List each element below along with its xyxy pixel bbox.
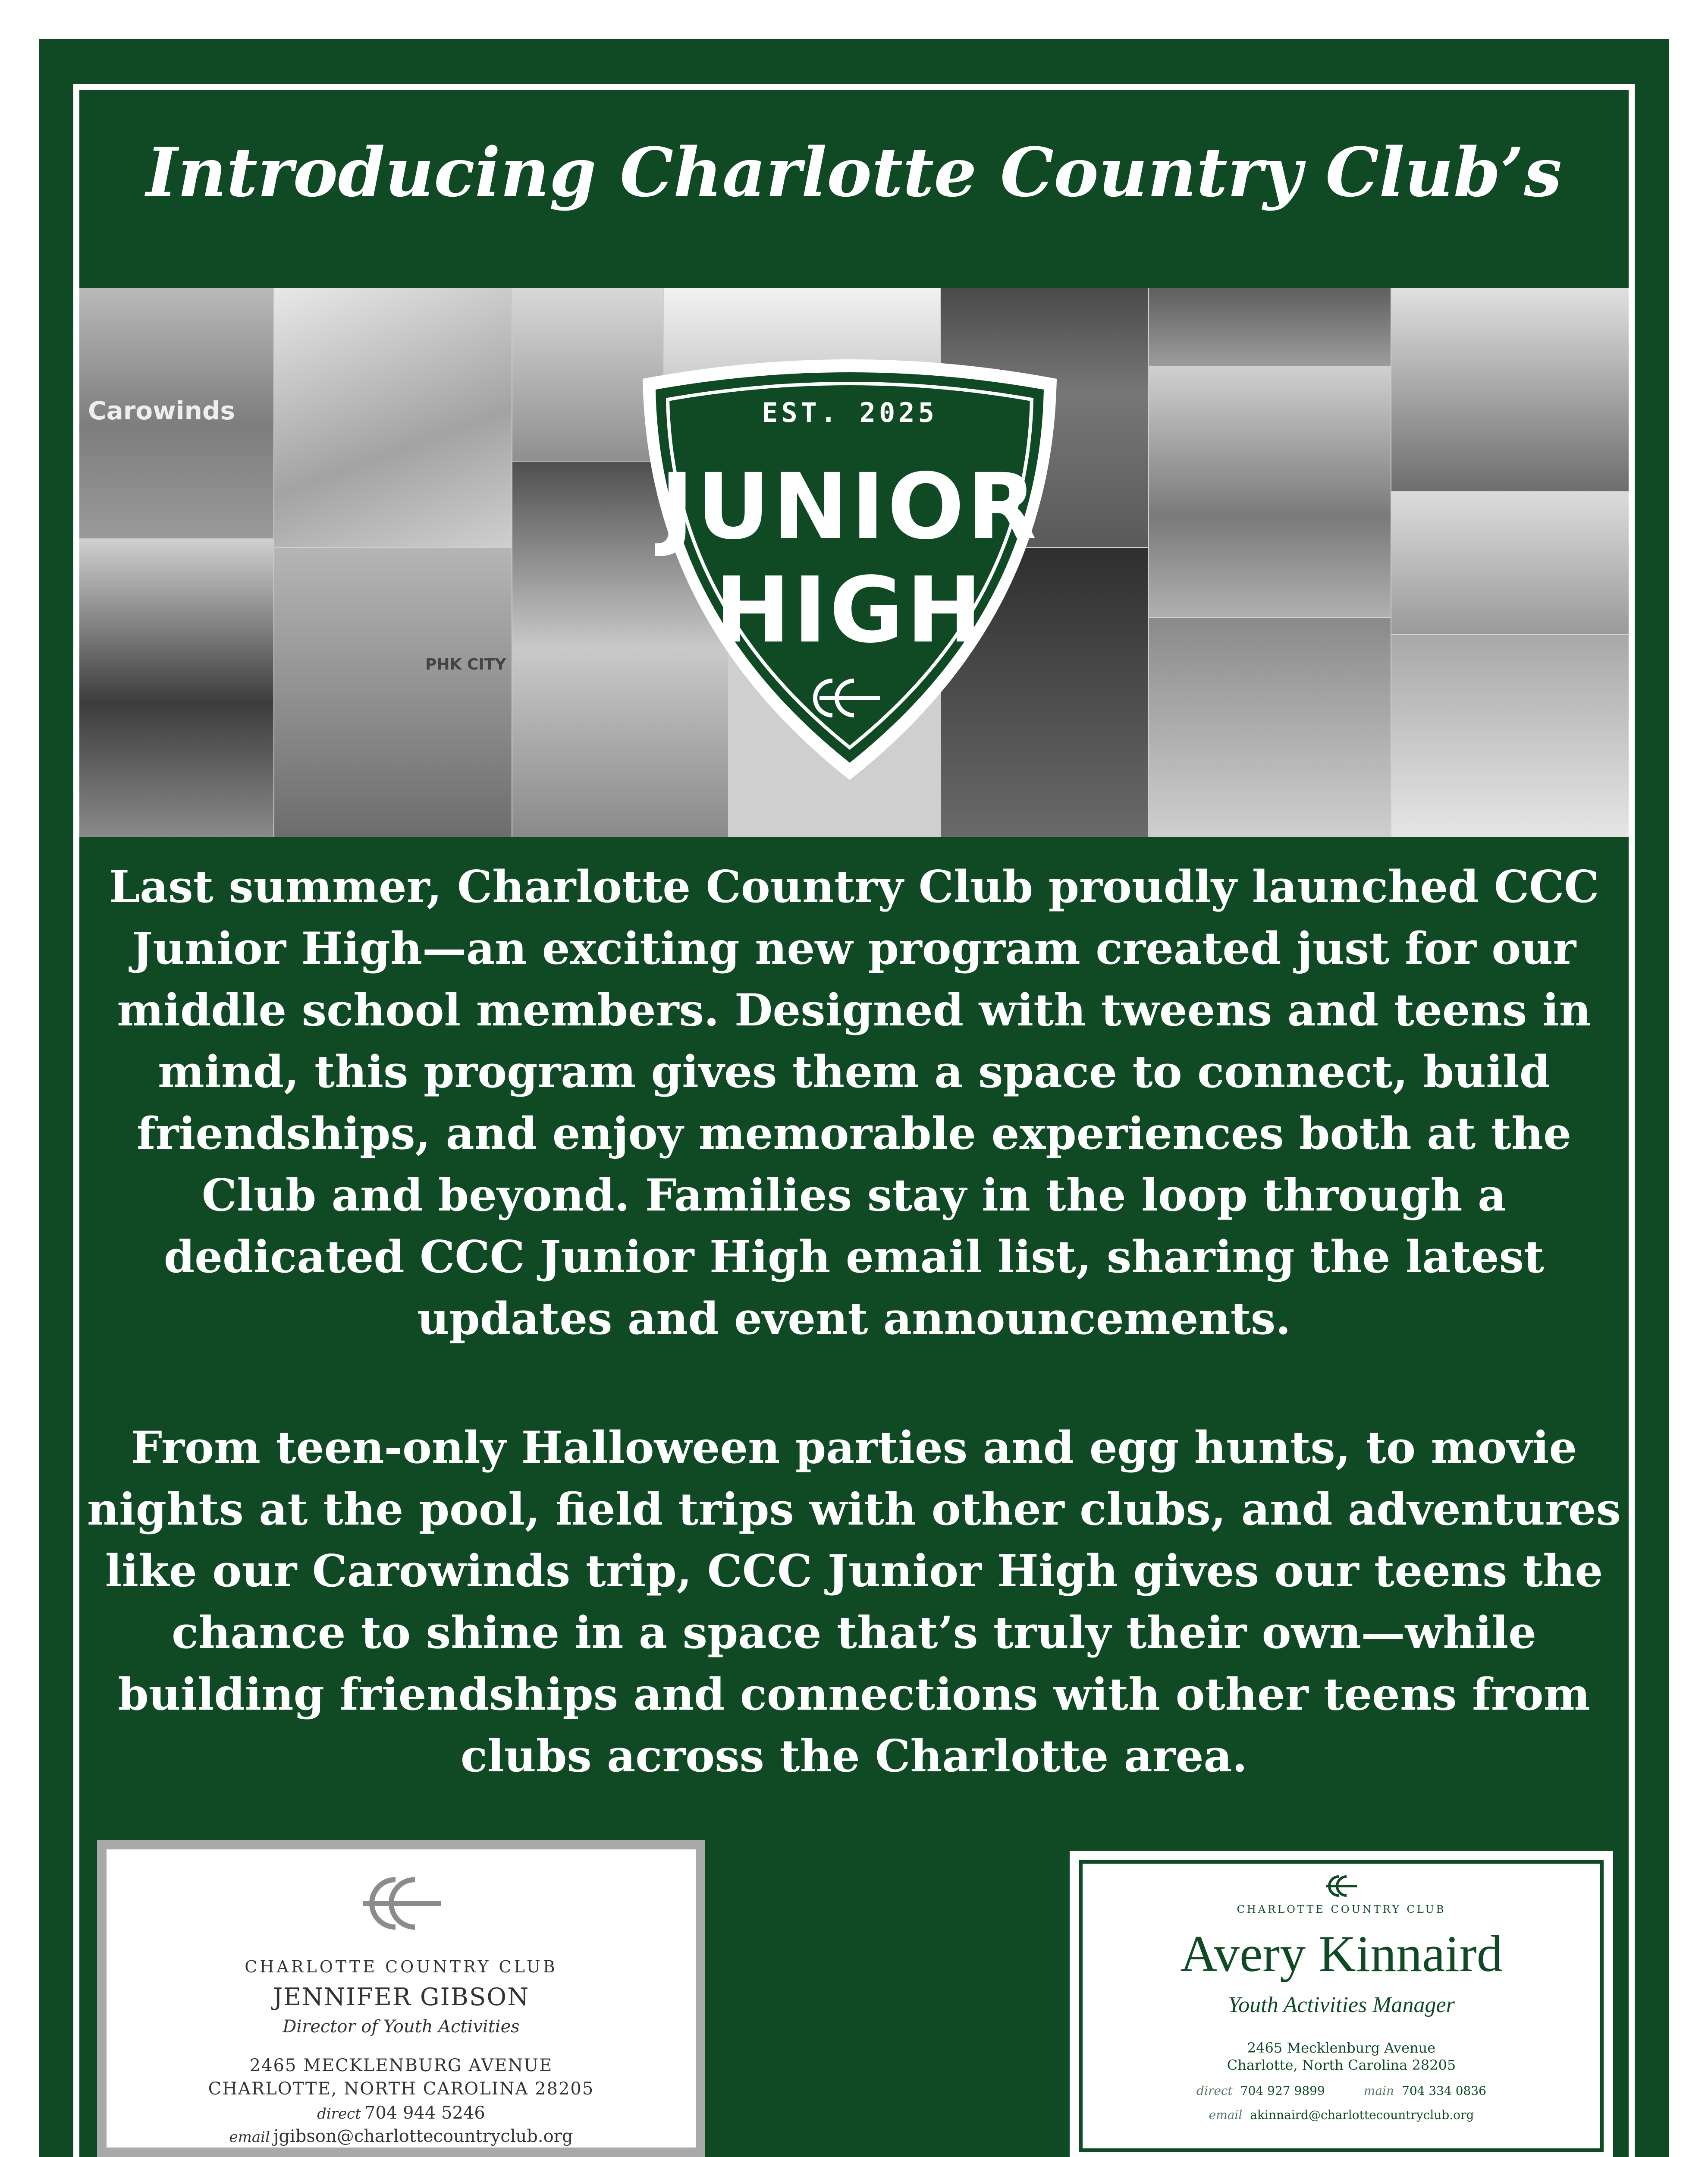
card-person-name: JENNIFER GIBSON <box>273 1983 530 2011</box>
email-address[interactable]: jgibson@charlottecountryclub.org <box>273 2126 573 2146</box>
main-label: main <box>1363 2084 1394 2098</box>
badge-established: EST. 2025 <box>762 397 938 428</box>
ccc-monogram-icon <box>361 1871 443 1936</box>
activities-paragraph: From teen-only Halloween parties and egg hunts, to movie nights at the pool, field trips with other clubs, and adventures like our Carowinds trip, CCC Junior High gives our teens the chance to shine in a space that’s truly their own—while building friendships and connections with other teens from clubs across the Charlotte area. <box>87 1422 1621 1782</box>
photo-carowinds <box>79 288 273 538</box>
card-club-name: CHARLOTTE COUNTRY CLUB <box>245 1957 558 1976</box>
card-address-line1: 2465 MECKLENBURG AVENUE <box>249 2056 553 2075</box>
email-label: email <box>1209 2108 1243 2122</box>
card-job-title: Director of Youth Activities <box>283 2017 520 2037</box>
photo-field <box>1149 288 1391 366</box>
photo-party <box>274 288 512 547</box>
card-email <box>107 2126 696 2146</box>
direct-label: direct <box>1196 2084 1233 2098</box>
photo-champions <box>1149 618 1391 837</box>
main-number: 704 334 0836 <box>1402 2084 1486 2098</box>
photo-ferris-wheel <box>1391 492 1629 634</box>
ccc-monogram-icon <box>1325 1873 1358 1899</box>
direct-number: 704 927 9899 <box>1240 2084 1325 2098</box>
badge-title-line1: JUNIOR <box>660 454 1039 560</box>
shirt-text: PHK CITY <box>425 656 506 673</box>
card-email <box>1070 2108 1613 2122</box>
page-title: Introducing Charlotte Country Club’s <box>146 133 1562 212</box>
card-person-name: Avery Kinnaird <box>1180 1925 1503 1982</box>
email-address[interactable]: akinnaird@charlottecountryclub.org <box>1250 2108 1474 2122</box>
card-job-title: Youth Activities Manager <box>1228 1993 1455 2017</box>
photo-swim-team <box>79 539 273 837</box>
photo-costumes <box>1149 367 1391 617</box>
photo-teens-street <box>274 548 512 837</box>
direct-number: 704 944 5246 <box>364 2103 485 2123</box>
direct-label: direct <box>317 2105 361 2122</box>
business-card-gibson <box>97 1840 705 2157</box>
card-club-name: CHARLOTTE COUNTRY CLUB <box>1237 1903 1446 1915</box>
intro-paragraph: Last summer, Charlotte Country Club proudly launched CCC Junior High—an exciting new program created just for our middle school members. Designed with tweens and teens in mind, this program gives them a space to connect, build friendships, and enjoy memorable experiences both at the Club and beyond. Families stay in the loop through a dedicated CCC Junior High email list, sharing the latest updates and event announcements. <box>109 861 1599 1345</box>
photo-two-girls <box>1391 288 1629 491</box>
card-address-line1: 2465 Mecklenburg Avenue <box>1247 2040 1436 2056</box>
photo-teens-group <box>1391 635 1629 837</box>
email-label: email <box>229 2129 270 2146</box>
card-direct-phone <box>107 2103 696 2123</box>
carowinds-sign: Carowinds <box>88 396 235 425</box>
business-card-kinnaird <box>1070 1851 1613 2157</box>
badge-title-line2: HIGH <box>714 557 985 663</box>
card-phones <box>1070 2084 1613 2098</box>
card-address-line2: Charlotte, North Carolina 28205 <box>1227 2057 1456 2073</box>
card-address-line2: CHARLOTTE, NORTH CAROLINA 28205 <box>208 2079 594 2099</box>
